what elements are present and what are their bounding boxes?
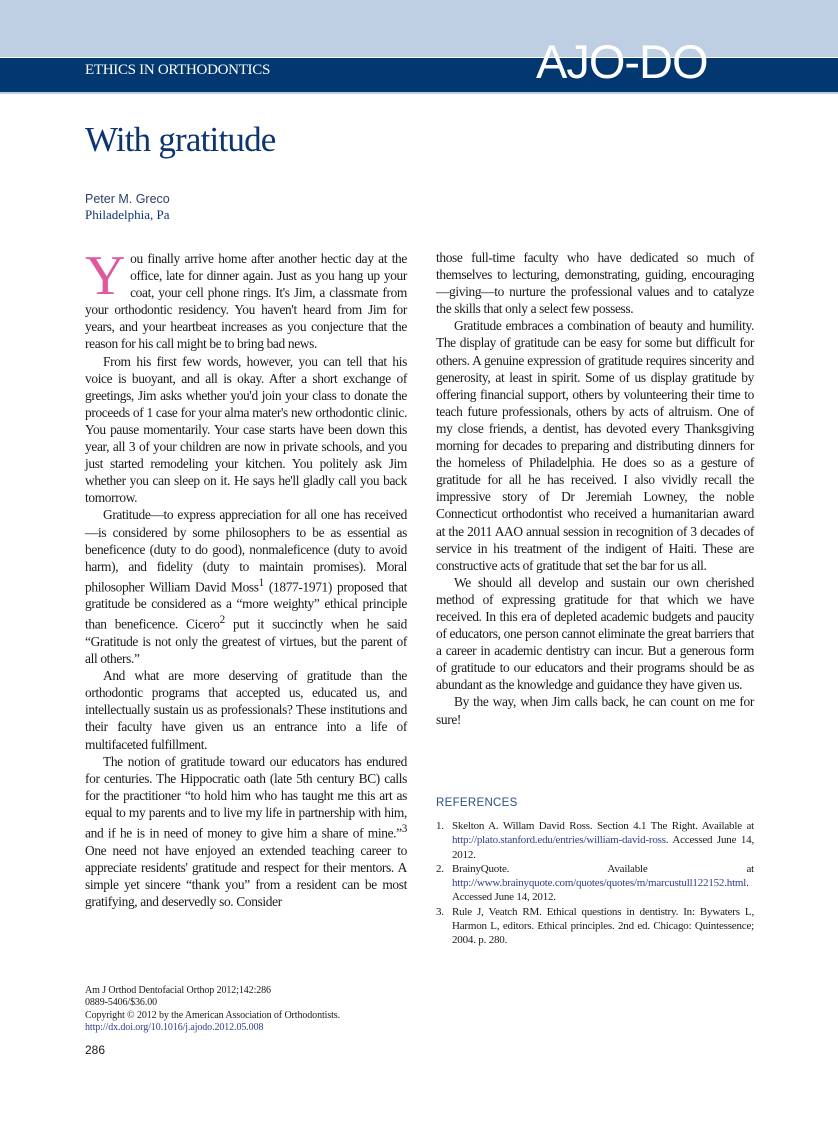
reference-number: 1.	[436, 820, 444, 832]
paragraph: From his first few words, however, you can tell that his voice is buoyant, and all is okay. After a short exchange of greetings, Jim asks whether you'd join your class to donate the proceeds of 1 case for your alma mater's new orthodontic clinic. You pause momentarily. Your case starts have been down this year, all 3 of your children are now in private schools, and you just started remodeling your kitchen. You politely ask Jim whether you can sleep on it. He says he'll gladly call you back tomorrow.	[85, 353, 407, 506]
paragraph-text: One need not have enjoyed an extended teaching career to appreciate residents' gratitude and respect for their mentors. A simple yet sincere “thank you” from a resident can be most gratifying, and deservedly so. Consider	[85, 842, 407, 909]
header-band	[0, 0, 838, 57]
paragraph: And what are more deserving of gratitude than the orthodontic programs that accepted us, educated us, and intellectually sustain us as professionals? These institutions and their faculty have given us an entrance into a life of multifaceted fulfillment.	[85, 668, 407, 752]
reference-text: . Accessed June 14, 2012.	[452, 834, 754, 861]
author-name: Peter M. Greco	[85, 192, 170, 206]
paragraph: those full-time faculty who have dedicated so much of themselves to lecturing, demonstrating, guiding, encouraging—giving—to nurture the professional values and to catalyze the skills that only a select few possess.	[436, 250, 754, 317]
article-title: With gratitude	[85, 120, 276, 159]
reference-text: . Accessed June 14, 2012.	[452, 877, 749, 904]
paragraph-text: put it succinctly when he said “Gratitude is not only the greatest of virtues, but the parent of all others.”	[85, 616, 407, 667]
reference-text: Rule J, Veatch RM. Ethical questions in dentistry. In: Bywaters L, Harmon L, editors. Ethical principles. 2nd ed. Chicago: Quintessence; 2004. p. 280.	[452, 905, 754, 947]
paragraph: By the way, when Jim calls back, he can count on me for sure!	[436, 694, 754, 727]
reference-item	[436, 905, 754, 948]
right-column	[436, 249, 754, 728]
citation-ref[interactable]: 1	[258, 576, 264, 589]
copyright: Copyright © 2012 by the American Association of Orthodontists.	[85, 1009, 340, 1021]
journal-logo: AJO-DO	[536, 35, 708, 88]
reference-link[interactable]: http://plato.stanford.edu/entries/william-david-ross	[452, 834, 666, 847]
issn-price: 0889-5406/$36.00	[85, 997, 158, 1009]
left-column	[85, 245, 407, 910]
paragraph-text: The notion of gratitude toward our educators has endured for centuries. The Hippocratic oath (late 5th century BC) calls for the practitioner “to hold him who has taught me this art as equal to my parents and to live my life in partnership with him, and if he is in need of money to give him a share of mine.”	[85, 753, 407, 841]
drop-cap: Y	[85, 245, 126, 307]
paragraph	[85, 245, 407, 353]
reference-number: 3.	[436, 905, 444, 918]
author-affiliation: Philadelphia, Pa	[85, 207, 170, 222]
reference-item	[436, 862, 754, 905]
paragraph: We should all develop and sustain our own cherished method of expressing gratitude for that which we have received. In this era of depleted academic budgets and paucity of educators, one person cannot eliminate the great barriers that a career in academic dentistry can incur. But a generous form of gratitude to our educators and their programs should be as abundant as the knowledge and guidance they have given us.	[436, 574, 754, 693]
section-label: ETHICS IN ORTHODONTICS	[85, 62, 270, 78]
reference-text: BrainyQuote. Available at	[452, 862, 754, 875]
paragraph	[85, 753, 407, 910]
journal-citation: Am J Orthod Dentofacial Orthop 2012;142:286	[85, 985, 271, 996]
citation-ref[interactable]: 2	[219, 614, 225, 627]
paragraph	[85, 506, 407, 667]
paragraph-text: ou finally arrive home after another hectic day at the office, late for dinner again. Just as you hang up your coat, your cell phone rings. It's Jim, a classmate from your orthodontic residency. You haven't heard from Jim for years, and your heartbeat increases as you conjecture that the reason for his call might be to bring bad news.	[85, 251, 407, 352]
citation-ref[interactable]: 3	[401, 823, 407, 836]
footer-info	[85, 985, 340, 1034]
paragraph-text: Gratitude—to express appreciation for all one has received—is considered by some philosophers to be as essential as beneficence (duty to do good), nonmaleficence (duty to avoid harm), and fidelity (duty to maintain promises). Moral philosopher William David Moss	[85, 507, 407, 595]
references-list	[436, 819, 754, 948]
doi-link[interactable]: http://dx.doi.org/10.1016/j.ajodo.2012.05.008	[85, 1021, 264, 1033]
paragraph-text: (1877-1971) proposed that gratitude be considered as a “more weighty” ethical principle than beneficence. Cicero	[85, 579, 407, 632]
references-heading: REFERENCES	[436, 797, 518, 809]
paragraph: Gratitude embraces a combination of beauty and humility. The display of gratitude can be easy for some but difficult for others. A genuine expression of gratitude requires sincerity and generosity, at least in spirit. Some of us display gratitude by offering financial support, others by volunteering their time to teach future professionals, others by acts of altruism. One of my close friends, a dentist, has devoted every Thanksgiving morning for decades to preparing and distributing dinners for the homeless of Philadelphia. He does so as a gesture of gratitude for all he has received. I also vividly recall the impressive story of Dr Jeremiah Lowney, the noble Connecticut orthodontist who received a humanitarian award at the 2011 AAO annual session in recognition of 3 decades of service in his treatment of the indigent of Haiti. These are constructive acts of gratitude that set the bar for us all.	[436, 318, 754, 573]
reference-text: Skelton A. Willam David Ross. Section 4.1 The Right. Available at	[452, 820, 754, 832]
reference-number: 2.	[436, 862, 444, 875]
page-number: 286	[85, 1043, 106, 1057]
reference-item	[436, 819, 754, 862]
reference-link[interactable]: http://www.brainyquote.com/quotes/quotes/m/marcustull122152.html	[452, 877, 747, 890]
